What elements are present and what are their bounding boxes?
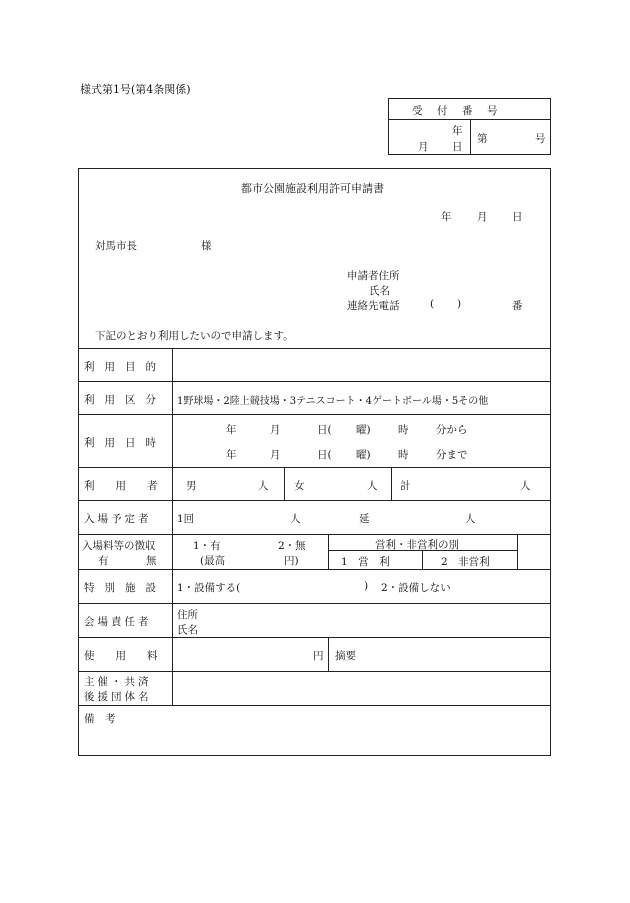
receipt-dai: 第 <box>477 133 488 145</box>
contact-paren-close: ) <box>457 298 462 310</box>
users-male-unit: 人 <box>258 480 269 492</box>
receipt-day: 日 <box>452 141 463 153</box>
users-female: 女 <box>294 480 305 492</box>
purpose-label: 利用目的 <box>84 361 166 373</box>
form-number: 様式第1号(第4条関係) <box>80 83 191 96</box>
expected-total-unit: 人 <box>465 513 476 525</box>
honorific: 様 <box>201 240 212 252</box>
fee-yes-option: 1・有 <box>193 540 221 552</box>
users-label: 利用者 <box>84 480 179 492</box>
remarks-label: 摘要 <box>335 650 356 662</box>
form-title: 都市公園施設利用許可申請書 <box>241 182 384 195</box>
date-month: 月 <box>477 211 488 223</box>
intro-text: 下記のとおり利用したいので申請します。 <box>95 330 294 342</box>
contact-paren-open: ( <box>430 298 435 310</box>
special-option-1: 1・設備する( <box>177 582 241 594</box>
receipt-go: 号 <box>535 133 546 145</box>
category-options: 1野球場・2陸上競技場・3テニスコート・4ゲートボール場・5その他 <box>177 396 489 407</box>
fee-label-1: 入場料等の徴収 <box>82 540 156 552</box>
expected-person: 人 <box>290 513 301 525</box>
fee-no-option: 2・無 <box>278 540 306 552</box>
profit-header: 営利・非営利の別 <box>375 539 459 551</box>
datetime-label: 利用日時 <box>84 437 166 449</box>
usage-fee-label: 使用料 <box>84 650 179 662</box>
usage-fee-yen: 円 <box>313 650 324 662</box>
fee-label-no: 無 <box>146 555 157 567</box>
receipt-year: 年 <box>452 125 463 137</box>
applicant-address-label: 申請者住所 <box>347 270 400 282</box>
users-male: 男 <box>186 480 197 492</box>
date-year: 年 <box>441 211 452 223</box>
notes-label: 備 考 <box>84 713 116 725</box>
special-option-2: 2・設備しない <box>381 582 451 594</box>
expected-total: 延 <box>359 513 370 525</box>
receipt-month: 月 <box>418 141 429 153</box>
sponsor-label-2: 後援団体名 <box>84 691 152 703</box>
contact-label: 連絡先電話 <box>347 300 400 312</box>
users-female-unit: 人 <box>367 480 378 492</box>
fee-yen: 円) <box>284 555 299 567</box>
expected-once: 1回 <box>177 513 195 525</box>
expected-label: 入場予定者 <box>84 513 152 525</box>
special-label: 特別施設 <box>84 582 166 594</box>
users-total: 計 <box>400 480 411 492</box>
manager-name-label: 氏名 <box>177 624 198 636</box>
addressee: 対馬市長 <box>95 240 137 252</box>
profit-option-2: 2 非営利 <box>441 556 490 568</box>
fee-label-yes: 有 <box>98 555 109 567</box>
fee-max: (最高 <box>200 555 226 567</box>
manager-label: 会場責任者 <box>84 616 152 628</box>
category-label: 利用区分 <box>84 394 166 406</box>
users-total-unit: 人 <box>520 480 531 492</box>
applicant-name-label: 氏名 <box>369 285 390 297</box>
manager-address-label: 住所 <box>177 609 198 621</box>
contact-ban: 番 <box>512 300 523 312</box>
special-paren: ) <box>364 580 369 592</box>
sponsor-label-1: 主催・共済 <box>84 676 152 688</box>
receipt-header: 受 付 番 号 <box>412 105 500 117</box>
date-day: 日 <box>512 211 523 223</box>
profit-option-1: 1 営 利 <box>341 556 390 568</box>
